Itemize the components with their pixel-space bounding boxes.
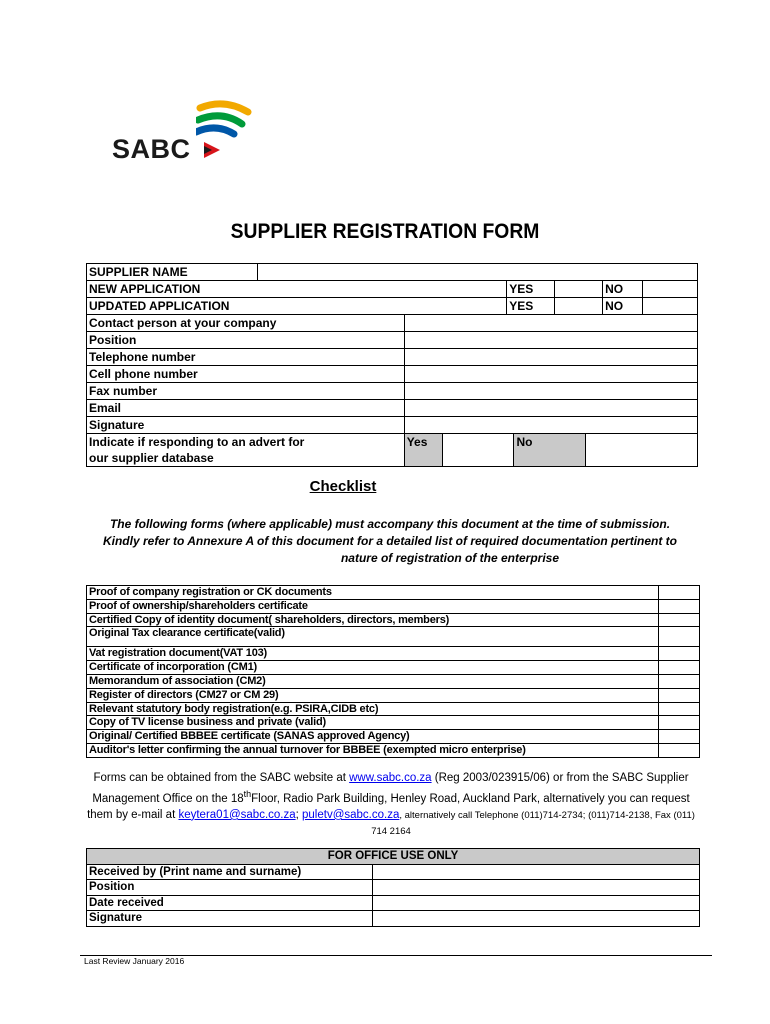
fax-label: Fax number (87, 383, 405, 400)
checklist-checkbox[interactable] (659, 743, 700, 757)
table-row (87, 674, 700, 688)
sabc-logo (112, 98, 252, 168)
office-use-table (86, 848, 700, 927)
checklist-checkbox[interactable] (659, 613, 700, 627)
forms-info-text: , alternatively call Telephone (011)714-2734; (011)714-2138, Fax (011) (399, 809, 695, 821)
table-row (87, 264, 698, 281)
ordinal-suffix: th (243, 789, 252, 799)
forms-info-text: Floor, Radio Park Building, Henley Road, Auckland Park, alternatively you can request (251, 792, 690, 805)
supplier-name-field[interactable] (257, 264, 697, 281)
checklist-item: Original Tax clearance certificate(valid) (87, 627, 659, 647)
signature-label: Signature (87, 417, 405, 434)
checklist-checkbox[interactable] (659, 674, 700, 688)
new-application-label: NEW APPLICATION (87, 281, 507, 298)
cellphone-field[interactable] (404, 366, 697, 383)
supplier-name-label: SUPPLIER NAME (87, 264, 258, 281)
checklist-heading: Checklist (309, 478, 377, 495)
new-application-yes-box[interactable] (555, 281, 603, 298)
instruction-line: The following forms (where applicable) must accompany this document at the time of submission. (109, 517, 671, 531)
checklist-instructions (80, 516, 700, 567)
checklist-item: Auditor's letter confirming the annual turnover for BBBEE (exempted micro enterprise) (87, 743, 659, 757)
updated-application-label: UPDATED APPLICATION (87, 298, 507, 315)
office-position-field[interactable] (372, 880, 699, 896)
instruction-line: nature of registration of the enterprise (340, 551, 560, 565)
advert-no-box[interactable] (586, 434, 698, 467)
table-row (87, 661, 700, 675)
forms-info (86, 770, 696, 840)
table-row (87, 627, 700, 647)
table-row (87, 599, 700, 613)
table-row (87, 366, 698, 383)
table-row (87, 688, 700, 702)
updated-application-no-label: NO (603, 298, 643, 315)
date-received-field[interactable] (372, 895, 699, 911)
checklist-checkbox[interactable] (659, 688, 700, 702)
table-row (87, 613, 700, 627)
office-signature-label: Signature (87, 911, 373, 927)
supplier-application-table (86, 263, 698, 315)
table-row (87, 702, 700, 716)
checklist-item: Vat registration document(VAT 103) (87, 647, 659, 661)
checklist-item: Certified Copy of identity document( shareholders, directors, members) (87, 613, 659, 627)
position-field[interactable] (404, 332, 697, 349)
forms-info-text: ; (295, 808, 303, 821)
table-row (87, 315, 698, 332)
position-label: Position (87, 332, 405, 349)
checklist-item: Proof of ownership/shareholders certificate (87, 599, 659, 613)
email-label: Email (87, 400, 405, 417)
office-use-heading: FOR OFFICE USE ONLY (87, 849, 700, 865)
table-row (87, 586, 700, 600)
forms-info-text: them by e-mail at (87, 808, 179, 821)
updated-application-yes-label: YES (507, 298, 555, 315)
logo-text: SABC (112, 134, 191, 164)
table-row (87, 743, 700, 757)
checklist-item: Memorandum of association (CM2) (87, 674, 659, 688)
table-row (87, 864, 700, 880)
checklist-item: Register of directors (CM27 or CM 29) (87, 688, 659, 702)
date-received-label: Date received (87, 895, 373, 911)
form-title: SUPPLIER REGISTRATION FORM (230, 220, 540, 243)
checklist-item: Certificate of incorporation (CM1) (87, 661, 659, 675)
checklist-checkbox[interactable] (659, 599, 700, 613)
advert-no-label: No (514, 434, 586, 467)
office-position-label: Position (87, 880, 373, 896)
table-row (87, 880, 700, 896)
logo-arcs-icon (196, 98, 260, 164)
advert-question-line2: our supplier database (89, 451, 214, 465)
forms-info-text: 714 2164 (371, 825, 411, 837)
forms-info-text: (Reg 2003/023915/06) or from the SABC Supplier (431, 772, 689, 784)
telephone-field[interactable] (404, 349, 697, 366)
checklist-checkbox[interactable] (659, 730, 700, 744)
cellphone-label: Cell phone number (87, 366, 405, 383)
updated-application-yes-box[interactable] (555, 298, 603, 315)
table-row (87, 383, 698, 400)
checklist-checkbox[interactable] (659, 716, 700, 730)
forms-info-text: Management Office on the 18 (92, 792, 244, 805)
checklist-item: Copy of TV license business and private (valid) (87, 716, 659, 730)
fax-field[interactable] (404, 383, 697, 400)
checklist-item: Original/ Certified BBBEE certificate (SANAS approved Agency) (87, 730, 659, 744)
checklist-checkbox[interactable] (659, 627, 700, 647)
table-row (87, 332, 698, 349)
footer-text: Last Review January 2016 (84, 956, 185, 966)
table-row (87, 281, 698, 298)
table-row (87, 298, 698, 315)
forms-info-text: Forms can be obtained from the SABC website at (93, 772, 350, 784)
new-application-no-box[interactable] (643, 281, 698, 298)
checklist-item: Proof of company registration or CK documents (87, 586, 659, 600)
new-application-no-label: NO (603, 281, 643, 298)
contact-person-label: Contact person at your company (87, 315, 405, 332)
table-row (87, 895, 700, 911)
advert-question-label (87, 434, 405, 467)
table-row (87, 911, 700, 927)
updated-application-no-box[interactable] (643, 298, 698, 315)
checklist-checkbox[interactable] (659, 702, 700, 716)
website-link[interactable]: www.sabc.co.za (349, 772, 432, 784)
advert-yes-label: Yes (404, 434, 442, 467)
signature-field[interactable] (404, 417, 697, 434)
advert-question-line1: Indicate if responding to an advert for (89, 435, 305, 449)
checklist-checkbox[interactable] (659, 647, 700, 661)
checklist-checkbox[interactable] (659, 661, 700, 675)
table-row (87, 417, 698, 434)
table-row (87, 716, 700, 730)
table-row (87, 349, 698, 366)
table-row (87, 849, 700, 865)
advert-yes-box[interactable] (442, 434, 514, 467)
office-signature-field[interactable] (372, 911, 699, 927)
contact-details-table (86, 314, 698, 467)
email-link-keytera[interactable]: keytera01@sabc.co.za (178, 808, 296, 821)
instruction-line: Kindly refer to Annexure A of this document for a detailed list of required documentation pertinent to (102, 534, 678, 548)
checklist-checkbox[interactable] (659, 586, 700, 600)
new-application-yes-label: YES (507, 281, 555, 298)
email-link-puletv[interactable]: puletv@sabc.co.za (302, 808, 400, 821)
table-row (87, 730, 700, 744)
contact-person-field[interactable] (404, 315, 697, 332)
received-by-field[interactable] (372, 864, 699, 880)
table-row (87, 400, 698, 417)
checklist-table (86, 585, 700, 758)
email-field[interactable] (404, 400, 697, 417)
telephone-label: Telephone number (87, 349, 405, 366)
received-by-label: Received by (Print name and surname) (87, 864, 373, 880)
table-row (87, 647, 700, 661)
table-row (87, 434, 698, 467)
checklist-item: Relevant statutory body registration(e.g. PSIRA,CIDB etc) (87, 702, 659, 716)
